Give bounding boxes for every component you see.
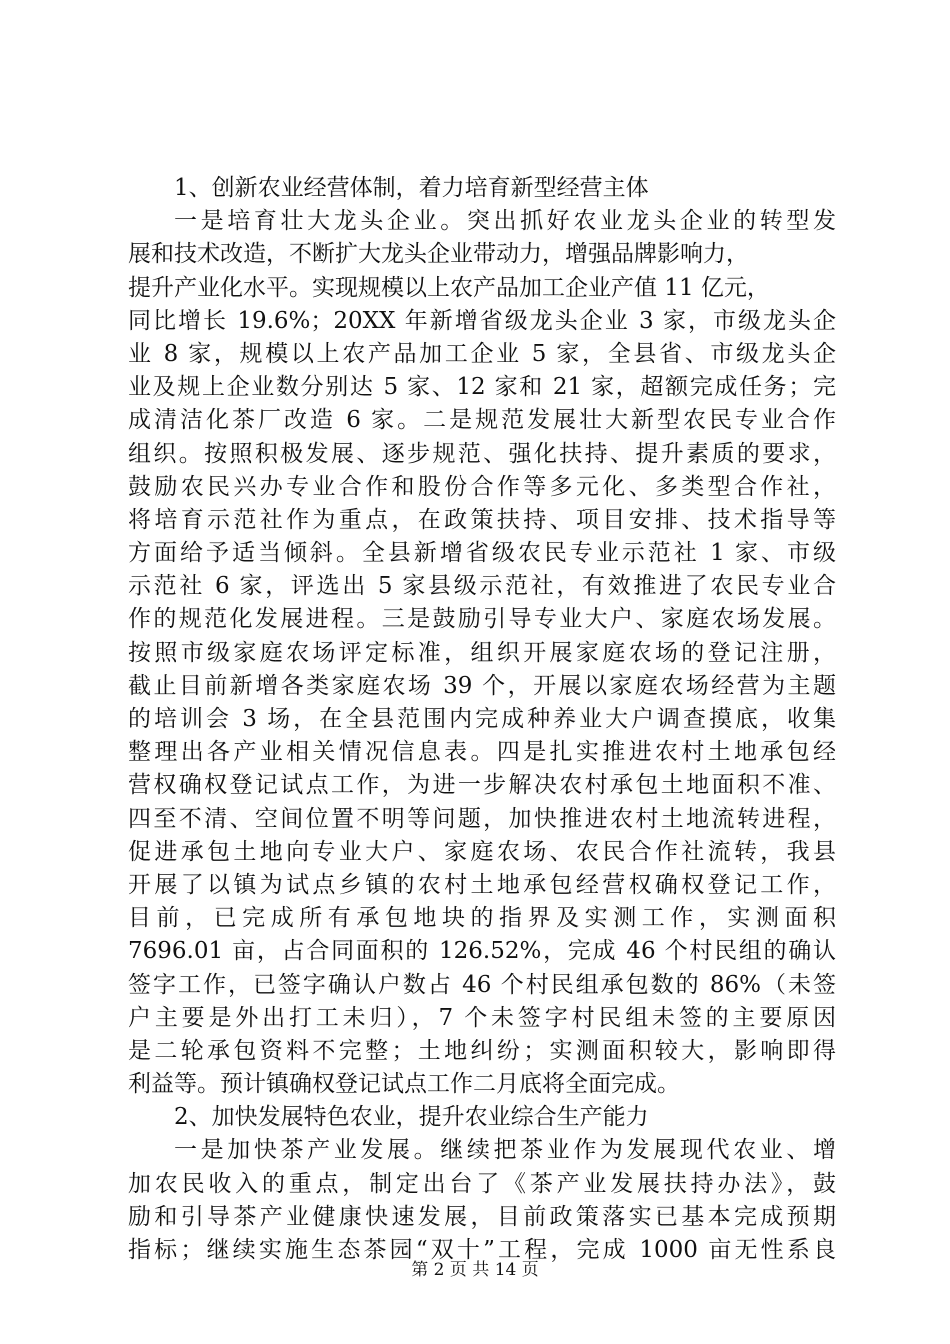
text-line: 一是培育壮大龙头企业。突出抓好农业龙头企业的转型发 xyxy=(174,208,836,235)
page-footer: 第 2 页 共 14 页 xyxy=(411,1260,539,1280)
text-line: 展和技术改造，不断扩大龙头企业带动力，增强品牌影响力， xyxy=(128,241,749,268)
text-line: 一是加快茶产业发展。继续把茶业作为发展现代农业、增 xyxy=(174,1137,836,1164)
text-line: 目前，已完成所有承包地块的指界及实测工作，实测面积 xyxy=(128,905,836,932)
text-line: 作的规范化发展进程。三是鼓励引导专业大户、家庭农场发展。 xyxy=(128,606,836,633)
text-line: 截止目前新增各类家庭农场 39 个，开展以家庭农场经营为主题 xyxy=(128,672,836,699)
text-line: 是二轮承包资料不完整；土地纠纷；实测面积较大，影响即得 xyxy=(128,1037,836,1064)
text-line: 成清洁化茶厂改造 6 家。二是规范发展壮大新型农民专业合作 xyxy=(128,407,836,434)
text-line: 7696.01 亩，占合同面积的 126.52%，完成 46 个村民组的确认 xyxy=(128,938,836,965)
text-line: 整理出各产业相关情况信息表。四是扎实推进农村土地承包经 xyxy=(128,739,836,766)
text-line: 示范社 6 家，评选出 5 家县级示范社，有效推进了农民专业合 xyxy=(128,573,836,600)
text-line: 加农民收入的重点，制定出台了《茶产业发展扶持办法》，鼓 xyxy=(128,1170,836,1197)
text-line: 签字工作，已签字确认户数占 46 个村民组承包数的 86%（未签 xyxy=(128,971,836,998)
text-line: 营权确权登记试点工作，为进一步解决农村承包土地面积不准、 xyxy=(128,772,836,799)
text-line: 同比增长 19.6%；20XX 年新增省级龙头企业 3 家，市级龙头企 xyxy=(128,307,836,334)
text-line: 组织。按照积极发展、逐步规范、强化扶持、提升素质的要求， xyxy=(128,440,836,467)
text-line: 促进承包土地向专业大户、家庭农场、农民合作社流转，我县 xyxy=(128,838,836,865)
text-line: 的培训会 3 场，在全县范围内完成种养业大户调查摸底，收集 xyxy=(128,706,836,732)
text-line: 指标；继续实施生态茶园“双十”工程，完成 1000 亩无性系良 xyxy=(128,1237,836,1263)
text-line: 1、创新农业经营体制，着力培育新型经营主体 xyxy=(174,175,649,201)
text-line: 将培育示范社作为重点，在政策扶持、项目安排、技术指导等 xyxy=(128,506,836,533)
text-line: 业及规上企业数分别达 5 家、12 家和 21 家，超额完成任务；完 xyxy=(128,374,836,401)
text-line: 2、加快发展特色农业，提升农业综合生产能力 xyxy=(174,1104,649,1131)
text-line: 按照市级家庭农场评定标准，组织开展家庭农场的登记注册， xyxy=(128,639,836,666)
text-line: 业 8 家，规模以上农产品加工企业 5 家，全县省、市级龙头企 xyxy=(128,340,836,367)
text-line: 户主要是外出打工未归），7 个未签字村民组未签的主要原因 xyxy=(128,1004,836,1031)
text-line: 开展了以镇为试点乡镇的农村土地承包经营权确权登记工作， xyxy=(128,871,836,898)
document-body xyxy=(128,172,836,1267)
text-line: 鼓励农民兴办专业合作和股份合作等多元化、多类型合作社， xyxy=(128,473,836,500)
text-line: 提升产业化水平。实现规模以上农产品加工企业产值 11 亿元， xyxy=(128,274,770,301)
text-line: 四至不清、空间位置不明等问题，加快推进农村土地流转进程， xyxy=(128,805,836,832)
text-line: 利益等。预计镇确权登记试点工作二月底将全面完成。 xyxy=(128,1071,680,1098)
text-line: 方面给予适当倾斜。全县新增省级农民专业示范社 1 家、市级 xyxy=(128,540,836,567)
text-line: 励和引导茶产业健康快速发展，目前政策落实已基本完成预期 xyxy=(128,1203,836,1230)
